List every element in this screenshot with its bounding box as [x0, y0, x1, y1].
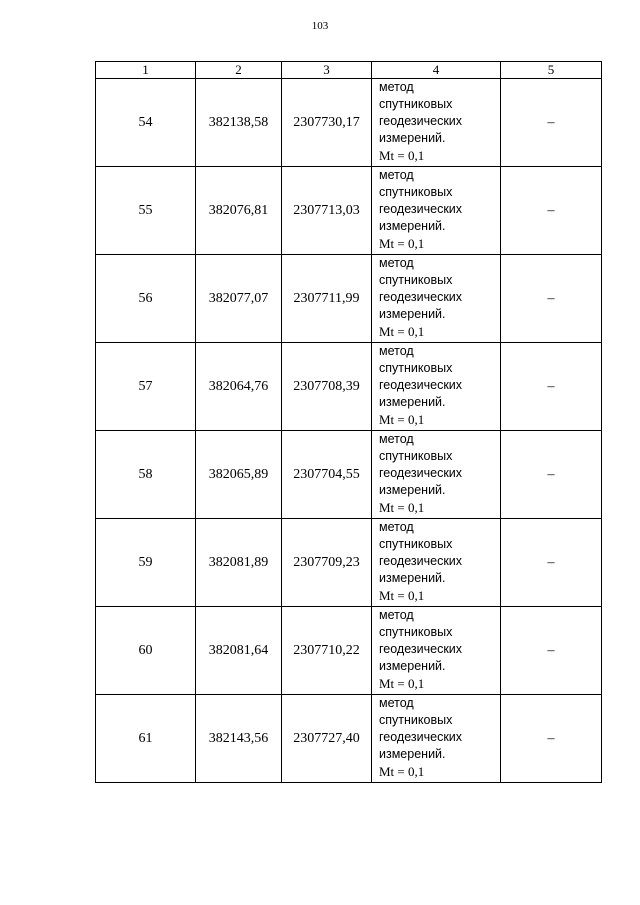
accuracy-value: Mt = 0,1 — [379, 412, 425, 427]
method-line: измерений. — [379, 747, 446, 761]
note-cell: – — [501, 167, 602, 255]
method-line: геодезических — [379, 378, 463, 392]
method-line: спутниковых — [379, 537, 453, 551]
accuracy-value: Mt = 0,1 — [379, 500, 425, 515]
method-line: метод — [379, 520, 414, 534]
accuracy-value: Mt = 0,1 — [379, 236, 425, 251]
note-cell: – — [501, 695, 602, 783]
column-header-2: 2 — [196, 62, 282, 79]
method-line: измерений. — [379, 571, 446, 585]
point-number-cell: 56 — [96, 255, 196, 343]
method-line: геодезических — [379, 202, 463, 216]
y-coordinate-cell: 2307709,23 — [282, 519, 372, 607]
y-coordinate-cell: 2307704,55 — [282, 431, 372, 519]
y-coordinate-cell: 2307710,22 — [282, 607, 372, 695]
method-cell — [372, 343, 501, 431]
table-row — [96, 343, 602, 431]
note-cell: – — [501, 79, 602, 167]
column-header-1: 1 — [96, 62, 196, 79]
point-number-cell: 61 — [96, 695, 196, 783]
accuracy-value: Mt = 0,1 — [379, 148, 425, 163]
x-coordinate-cell: 382077,07 — [196, 255, 282, 343]
point-number-cell: 54 — [96, 79, 196, 167]
coordinates-table — [95, 61, 602, 783]
method-line: метод — [379, 696, 414, 710]
x-coordinate-cell: 382081,64 — [196, 607, 282, 695]
method-line: спутниковых — [379, 625, 453, 639]
method-cell — [372, 695, 501, 783]
method-line: геодезических — [379, 114, 463, 128]
column-header-5: 5 — [501, 62, 602, 79]
table-body — [96, 79, 602, 783]
method-line: метод — [379, 256, 414, 270]
accuracy-value: Mt = 0,1 — [379, 764, 425, 779]
y-coordinate-cell: 2307730,17 — [282, 79, 372, 167]
method-cell — [372, 255, 501, 343]
method-line: геодезических — [379, 554, 463, 568]
method-line: спутниковых — [379, 273, 453, 287]
x-coordinate-cell: 382081,89 — [196, 519, 282, 607]
method-line: измерений. — [379, 131, 446, 145]
method-line: спутниковых — [379, 361, 453, 375]
note-cell: – — [501, 607, 602, 695]
note-cell: – — [501, 255, 602, 343]
column-header-4: 4 — [372, 62, 501, 79]
method-cell — [372, 607, 501, 695]
x-coordinate-cell: 382064,76 — [196, 343, 282, 431]
method-line: метод — [379, 432, 414, 446]
table-row — [96, 79, 602, 167]
x-coordinate-cell: 382065,89 — [196, 431, 282, 519]
method-line: метод — [379, 608, 414, 622]
method-line: спутниковых — [379, 97, 453, 111]
accuracy-value: Mt = 0,1 — [379, 324, 425, 339]
point-number-cell: 57 — [96, 343, 196, 431]
method-line: измерений. — [379, 659, 446, 673]
table-row — [96, 695, 602, 783]
method-cell — [372, 167, 501, 255]
table-row — [96, 607, 602, 695]
x-coordinate-cell: 382076,81 — [196, 167, 282, 255]
method-line: геодезических — [379, 290, 463, 304]
method-line: измерений. — [379, 219, 446, 233]
y-coordinate-cell: 2307713,03 — [282, 167, 372, 255]
y-coordinate-cell: 2307727,40 — [282, 695, 372, 783]
table-row — [96, 431, 602, 519]
method-line: спутниковых — [379, 713, 453, 727]
method-cell — [372, 431, 501, 519]
method-line: геодезических — [379, 466, 463, 480]
note-cell: – — [501, 519, 602, 607]
method-line: измерений. — [379, 483, 446, 497]
table-row — [96, 519, 602, 607]
accuracy-value: Mt = 0,1 — [379, 676, 425, 691]
table-row — [96, 167, 602, 255]
accuracy-value: Mt = 0,1 — [379, 588, 425, 603]
point-number-cell: 60 — [96, 607, 196, 695]
method-line: спутниковых — [379, 185, 453, 199]
x-coordinate-cell: 382143,56 — [196, 695, 282, 783]
y-coordinate-cell: 2307711,99 — [282, 255, 372, 343]
point-number-cell: 55 — [96, 167, 196, 255]
table-row — [96, 255, 602, 343]
page-number: 103 — [311, 20, 329, 32]
x-coordinate-cell: 382138,58 — [196, 79, 282, 167]
method-line: спутниковых — [379, 449, 453, 463]
method-line: измерений. — [379, 395, 446, 409]
note-cell: – — [501, 431, 602, 519]
table-header-row — [96, 62, 602, 79]
method-cell — [372, 519, 501, 607]
point-number-cell: 58 — [96, 431, 196, 519]
method-line: метод — [379, 80, 414, 94]
y-coordinate-cell: 2307708,39 — [282, 343, 372, 431]
method-line: измерений. — [379, 307, 446, 321]
column-header-3: 3 — [282, 62, 372, 79]
method-line: метод — [379, 344, 414, 358]
method-line: геодезических — [379, 730, 463, 744]
method-line: метод — [379, 168, 414, 182]
point-number-cell: 59 — [96, 519, 196, 607]
method-line: геодезических — [379, 642, 463, 656]
method-cell — [372, 79, 501, 167]
note-cell: – — [501, 343, 602, 431]
